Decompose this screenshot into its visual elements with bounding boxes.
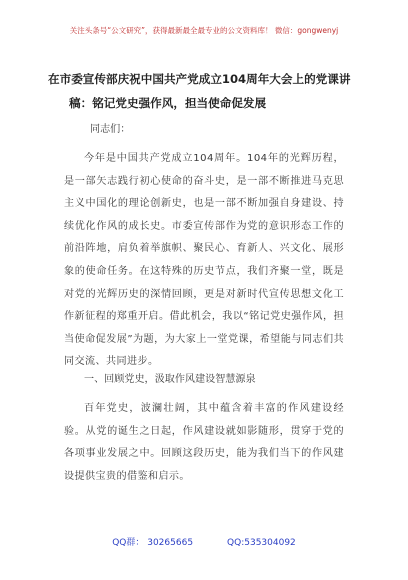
paragraph-1: 今年是中国共产党成立104周年。104年的光辉历程，是一部矢志践行初心使命的奋斗史，是一部不断推进马克思主义中国化的理论创新史，也是一部不断加强自身建设、持续优化作风的成长史。市委宣传部作为党的意识形态工作的前沿阵地，肩负着举旗帜、聚民心、育新人、兴文化、展形象的使命任务。在这特殊的历史节点，我们齐聚一堂，既是对党的光辉历史的深情回顾，更是对新时代宣传思想文化工作新征程的郑重开启。借此机会，我以“铭记党史强作风，担当使命促发展”为题，为大家上一堂党课，希望能与同志们共同交流、共同进步。 (64, 153, 344, 368)
section-heading-1: 一、回顾党史，汲取作风建设智慧源泉 (84, 374, 256, 385)
document-title (48, 67, 360, 115)
footer-qq-number: QQ:535304092 (227, 538, 296, 548)
paragraph-2: 百年党史，波澜壮阔，其中蕴含着丰富的作风建设经验。从党的诞生之日起，作风建设就如影随形，贯穿于党的各项事业发展之中。回顾这段历史，能为我们当下的作风建设提供宝贵的借鉴和启示。 (64, 403, 344, 482)
footer-contact (0, 535, 408, 548)
title-line-1: 在市委宣传部庆祝中国共产党成立104周年大会上的党课讲 (48, 72, 351, 86)
greeting: 同志们： (90, 124, 131, 135)
footer-qq-group: QQ群： 30265665 (112, 538, 194, 548)
header-banner: 关注头条号“公文研究”，获得最新最全最专业的公文资料库！ 微信：gongwenyj (69, 26, 339, 35)
title-line-2: 稿：铭记党史强作风，担当使命促发展 (69, 96, 267, 110)
